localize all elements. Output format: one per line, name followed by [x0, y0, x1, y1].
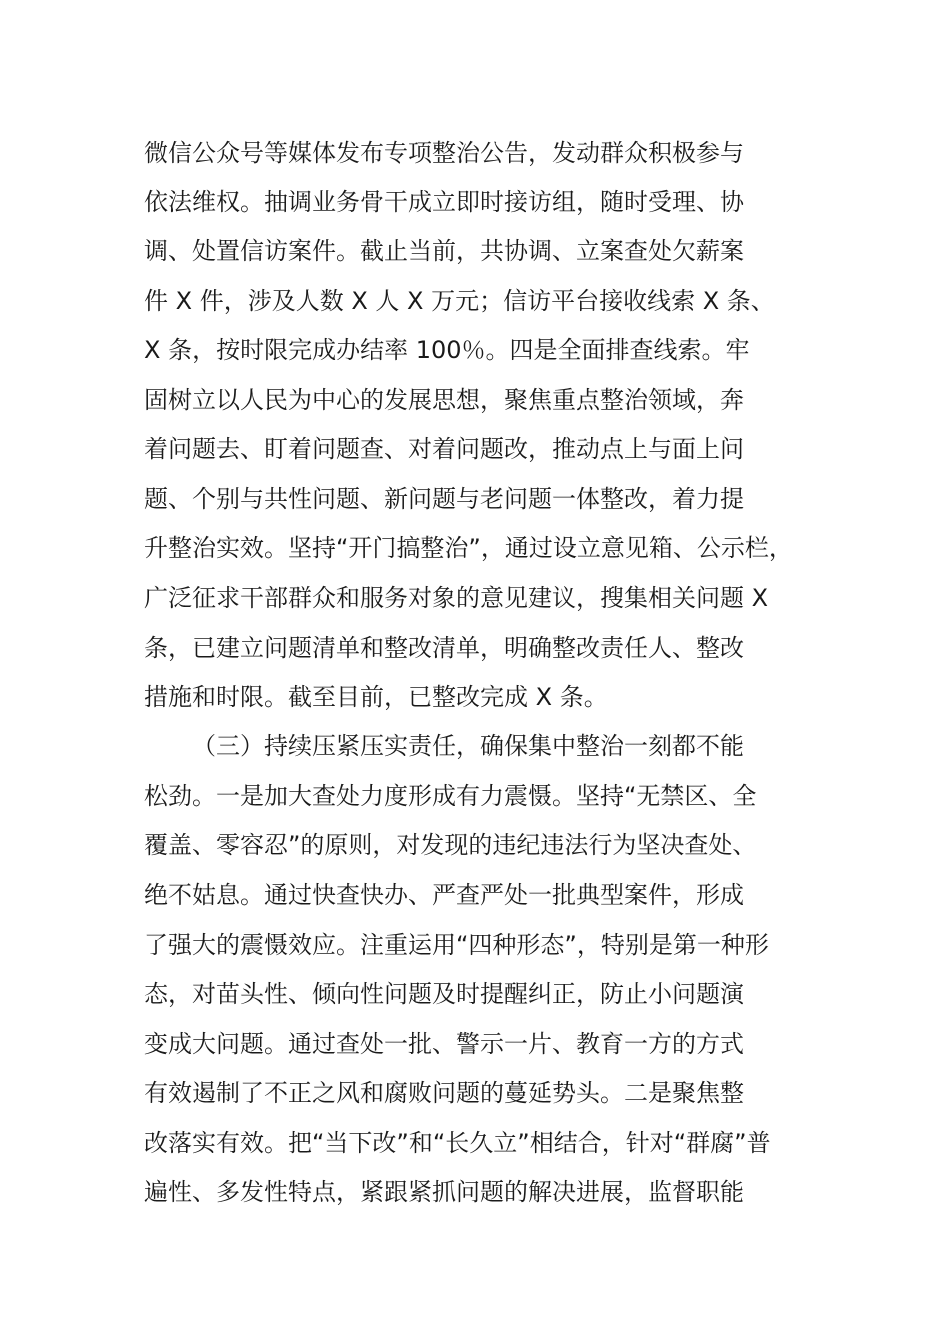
text-line: 条，已建立问题清单和整改清单，明确整改责任人、整改	[144, 634, 744, 662]
text-line: 题、个别与共性问题、新问题与老问题一体整改，着力提	[144, 485, 744, 513]
text-line: 了强大的震慑效应。注重运用“四种形态”，特别是第一种形	[144, 931, 769, 959]
text-line: 升整治实效。坚持“开门搞整治”，通过设立意见箱、公示栏，	[144, 534, 793, 562]
paragraph-heading-line: （三）持续压紧压实责任，确保集中整治一刻都不能	[192, 732, 744, 760]
text-line: 绝不姑息。通过快查快办、严查严处一批典型案件，形成	[144, 881, 744, 909]
text-line: 依法维权。抽调业务骨干成立即时接访组，随时受理、协	[144, 188, 744, 216]
text-line: 微信公众号等媒体发布专项整治公告，发动群众积极参与	[144, 139, 744, 167]
text-line: 广泛征求干部群众和服务对象的意见建议，搜集相关问题 X	[144, 584, 769, 612]
text-line: 覆盖、零容忍”的原则，对发现的违纪违法行为坚决查处、	[144, 831, 757, 859]
text-line: 措施和时限。截至目前，已整改完成 X 条。	[144, 683, 608, 711]
text-line: 着问题去、盯着问题查、对着问题改，推动点上与面上问	[144, 435, 744, 463]
text-line: 变成大问题。通过查处一批、警示一片、教育一方的方式	[144, 1030, 744, 1058]
text-line: 态，对苗头性、倾向性问题及时提醒纠正，防止小问题演	[144, 980, 744, 1008]
text-line: 松劲。一是加大查处力度形成有力震慑。坚持“无禁区、全	[144, 782, 757, 810]
text-line: 调、处置信访案件。截止当前，共协调、立案查处欠薪案	[144, 237, 744, 265]
text-line: 遍性、多发性特点，紧跟紧抓问题的解决进展，监督职能	[144, 1178, 744, 1206]
text-line: 件 X 件，涉及人数 X 人 X 万元；信访平台接收线索 X 条、	[144, 287, 775, 315]
text-line: 固树立以人民为中心的发展思想，聚焦重点整治领域，奔	[144, 386, 744, 414]
text-line: 有效遏制了不正之风和腐败问题的蔓延势头。二是聚焦整	[144, 1079, 744, 1107]
text-line: 改落实有效。把“当下改”和“长久立”相结合，针对“群腐”普	[144, 1129, 771, 1157]
text-line: X 条，按时限完成办结率 100％。四是全面排查线索。牢	[144, 336, 750, 364]
